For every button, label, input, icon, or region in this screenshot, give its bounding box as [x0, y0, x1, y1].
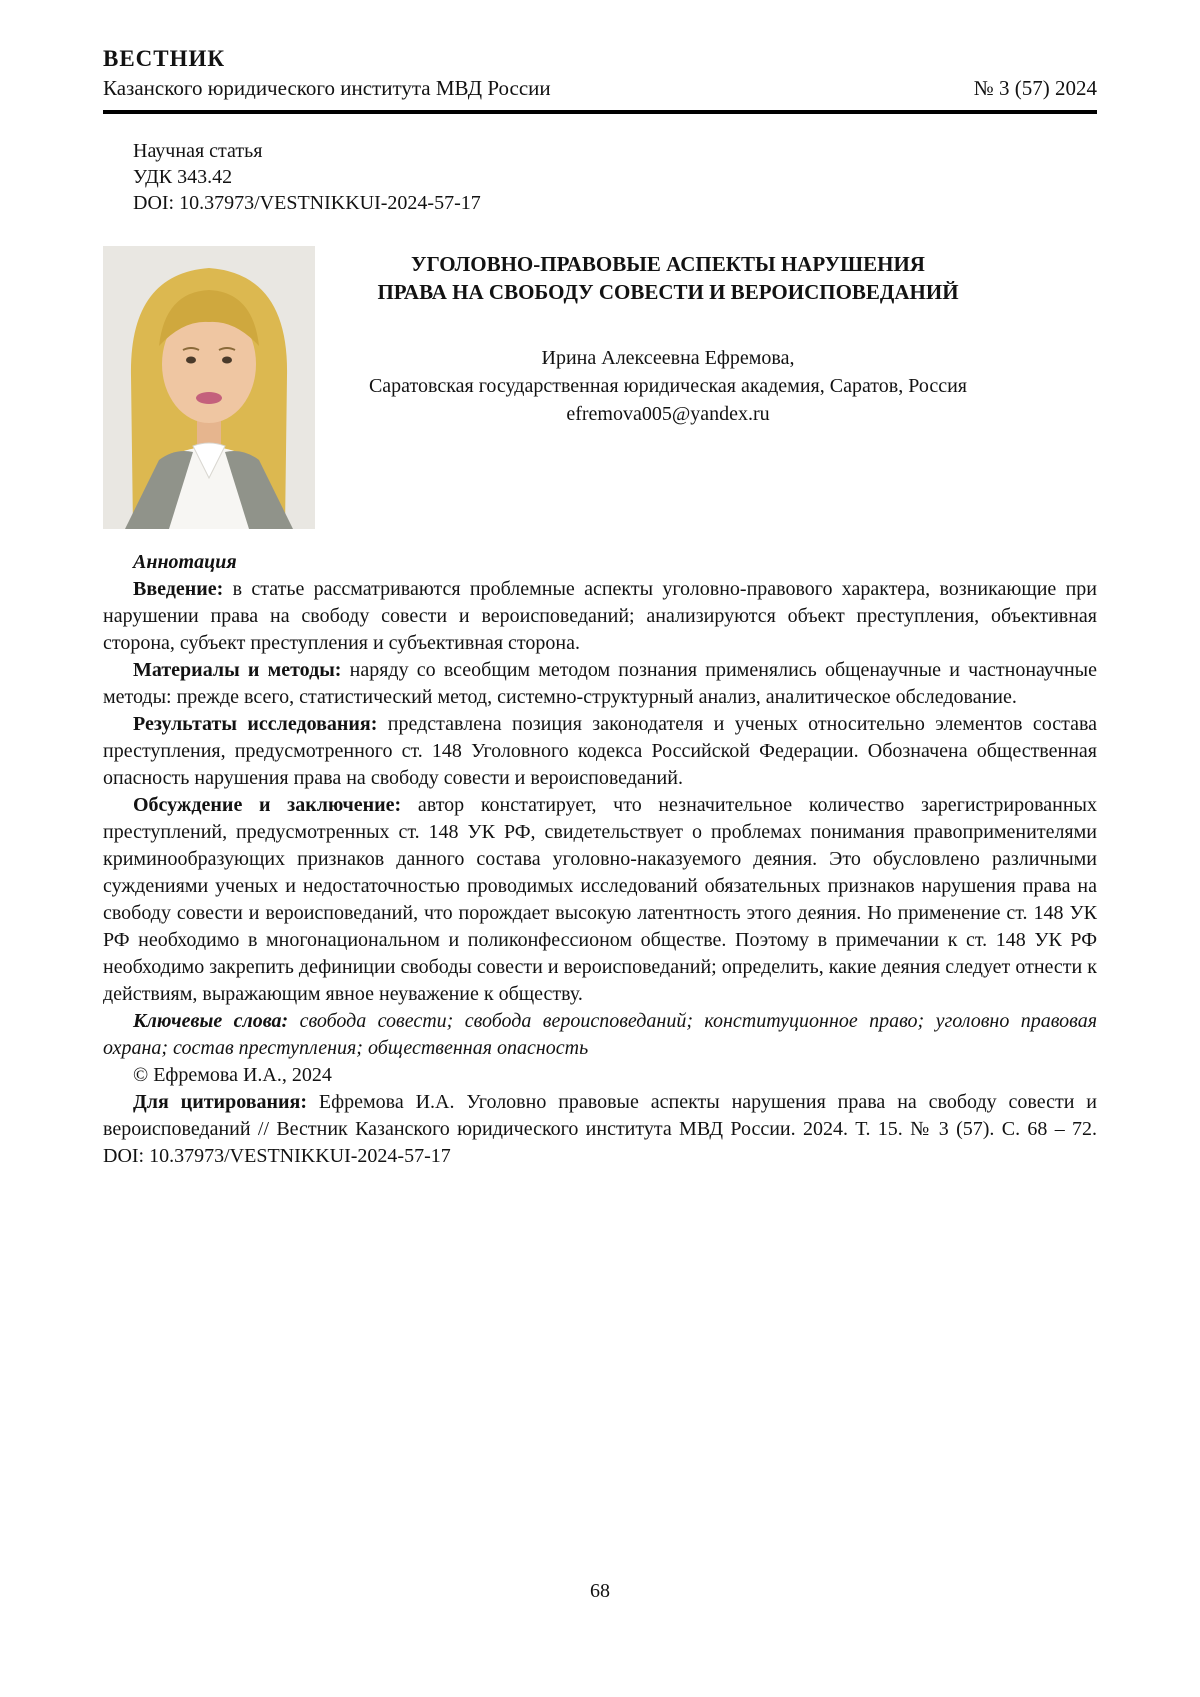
author-email: efremova005@yandex.ru — [566, 403, 770, 425]
article-title-line1: УГОЛОВНО-ПРАВОВЫЕ АСПЕКТЫ НАРУШЕНИЯ — [411, 252, 925, 276]
paragraph-text: наряду со всеобщим методом познания применялись общенаучные и частнонаучные методы: прежде всего, статистический метод, системно-структурный анализ, аналитическое обследование. — [103, 659, 1097, 708]
article-title — [327, 250, 1009, 306]
page-number: 68 — [590, 1580, 610, 1602]
keywords-text: свобода совести; свобода вероисповеданий; конституционное право; уголовно правовая охрана; состав преступления; общественная опасность — [103, 1010, 1097, 1059]
journal-header — [103, 46, 1097, 114]
abstract-section — [103, 549, 1097, 1170]
udk-code: УДК 343.42 — [133, 166, 233, 188]
title-block — [103, 246, 1097, 529]
citation-text: Ефремова И.А. Уголовно правовые аспекты нарушения права на свободу совести и вероисповеданий // Вестник Казанского юридического института МВД России. 2024. Т. 15. № 3 (57). С. 68 – 72. DOI: 10.37973/VESTNIKKUI-2024-57-17 — [103, 1091, 1097, 1167]
abstract-paragraph-discussion — [103, 792, 1097, 1008]
paragraph-lead: Введение: — [133, 578, 224, 600]
paragraph-lead: Результаты исследования: — [133, 713, 378, 735]
author-photo-image — [103, 246, 315, 529]
title-area — [315, 246, 1097, 529]
author-block — [327, 344, 1009, 428]
author-affiliation: Саратовская государственная юридическая академия, Саратов, Россия — [368, 375, 968, 397]
copyright-line: © Ефремова И.А., 2024 — [133, 1064, 332, 1086]
header-rule — [103, 110, 1097, 114]
author-photo — [103, 246, 315, 529]
journal-header-row — [103, 76, 1097, 101]
citation-lead: Для цитирования: — [133, 1091, 308, 1113]
abstract-paragraph-introduction — [103, 576, 1097, 657]
citation-paragraph — [103, 1089, 1097, 1170]
journal-institute: Казанского юридического института МВД России — [103, 76, 551, 100]
article-type: Научная статья — [133, 140, 263, 162]
keywords-lead: Ключевые слова: — [133, 1010, 289, 1032]
abstract-paragraph-results — [103, 711, 1097, 792]
author-name: Ирина Алексеевна Ефремова, — [541, 347, 795, 369]
abstract-label: Аннотация — [133, 551, 237, 573]
paragraph-lead: Материалы и методы: — [133, 659, 342, 681]
journal-name: ВЕСТНИК — [103, 46, 226, 71]
article-title-line2: ПРАВА НА СВОБОДУ СОВЕСТИ И ВЕРОИСПОВЕДАНИЙ — [377, 280, 959, 304]
paragraph-text: представлена позиция законодателя и ученых относительно элементов состава преступления, предусмотренного ст. 148 Уголовного кодекса Российской Федерации. Обозначена общественная опасность нарушения права на свободу совести и вероисповеданий. — [103, 713, 1097, 789]
issue-number: № 3 (57) 2024 — [973, 76, 1097, 100]
paragraph-lead: Обсуждение и заключение: — [133, 794, 402, 816]
paragraph-text: в статье рассматриваются проблемные аспекты уголовно-правового характера, возникающие при нарушении права на свободу совести и вероисповеданий; анализируются объект преступления, объективная сторона, субъект преступления и субъективная сторона. — [103, 578, 1097, 654]
keywords-paragraph — [103, 1008, 1097, 1062]
paragraph-text: автор констатирует, что незначительное количество зарегистрированных преступлений, предусмотренных ст. 148 УК РФ, свидетельствует о проблемах понимания правоприменителями криминообразующих признаков данного состава уголовно-наказуемого деяния. Это обусловлено различными суждениями ученых и недостаточностью проводимых исследований обязательных признаков нарушения права на свободу совести и вероисповеданий, что порождает высокую латентность этого деяния. Но применение ст. 148 УК РФ необходимо в многонациональном и поликонфессионом обществе. Поэтому в примечании к ст. 148 УК РФ необходимо закрепить дефиниции свободы совести и вероисповеданий; определить, какие деяния следует отнести к действиям, выражающим явное неуважение к обществу. — [103, 794, 1097, 1005]
doi-line: DOI: 10.37973/VESTNIKKUI-2024-57-17 — [133, 192, 481, 214]
article-meta — [133, 138, 1097, 216]
abstract-paragraph-methods — [103, 657, 1097, 711]
